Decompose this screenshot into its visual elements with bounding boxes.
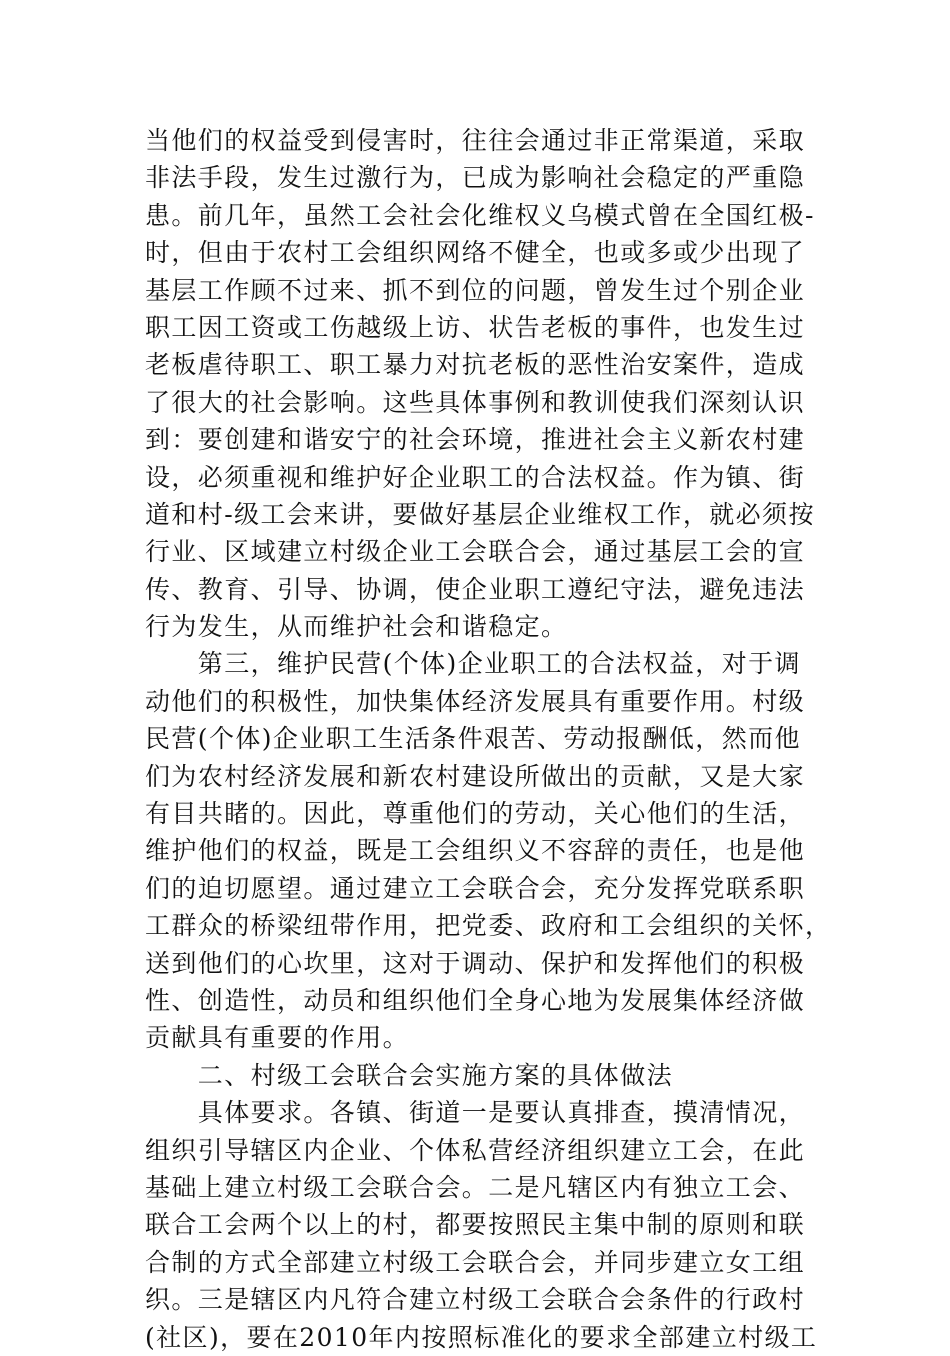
text-line: 合制的方式全部建立村级工会联合会，并同步建立女工组 bbox=[145, 1247, 806, 1277]
text-line: 贡献具有重要的作用。 bbox=[145, 1023, 410, 1053]
paragraph-start-line: 第三，维护民营(个体)企业职工的合法权益，对于调 bbox=[145, 649, 801, 679]
text-line: 职工因工资或工伤越级上访、状告老板的事件，也发生过 bbox=[145, 312, 806, 342]
text-line: 民营(个体)企业职工生活条件艰苦、劳动报酬低，然而他 bbox=[145, 724, 801, 754]
text-line: 送到他们的心坎里，这对于调动、保护和发挥他们的积极 bbox=[145, 948, 806, 978]
text-line: 患。前几年，虽然工会社会化维权义乌模式曾在全国红极- bbox=[145, 200, 815, 230]
text-line: 设，必须重视和维护好企业职工的合法权益。作为镇、街 bbox=[145, 462, 806, 492]
text-line: 联合工会两个以上的村，都要按照民主集中制的原则和联 bbox=[145, 1210, 806, 1240]
text-line: 组织引导辖区内企业、个体私营经济组织建立工会，在此 bbox=[145, 1135, 806, 1165]
text-line: 织。三是辖区内凡符合建立村级工会联合会条件的行政村 bbox=[145, 1285, 806, 1315]
text-line: 行为发生，从而维护社会和谐稳定。 bbox=[145, 612, 568, 642]
text-line: 时，但由于农村工会组织网络不健全，也或多或少出现了 bbox=[145, 238, 806, 268]
text-line: (社区)，要在2010年内按照标准化的要求全部建立村级工 bbox=[145, 1322, 818, 1352]
text-line: 到：要创建和谐安宁的社会环境，推进社会主义新农村建 bbox=[145, 425, 806, 455]
text-line: 动他们的积极性，加快集体经济发展具有重要作用。村级 bbox=[145, 686, 806, 716]
text-line: 基层工作顾不过来、抓不到位的问题，曾发生过个别企业 bbox=[145, 275, 806, 305]
text-line: 道和村-级工会来讲，要做好基层企业维权工作，就必须按 bbox=[145, 499, 815, 529]
text-line: 们的迫切愿望。通过建立工会联合会，充分发挥党联系职 bbox=[145, 873, 806, 903]
text-line: 基础上建立村级工会联合会。二是凡辖区内有独立工会、 bbox=[145, 1172, 806, 1202]
text-line: 传、教育、引导、协调，使企业职工遵纪守法，避免违法 bbox=[145, 574, 806, 604]
text-line: 非法手段，发生过激行为，已成为影响社会稳定的严重隐 bbox=[145, 163, 806, 193]
body-text bbox=[145, 122, 832, 1356]
text-line: 行业、区域建立村级企业工会联合会，通过基层工会的宣 bbox=[145, 537, 806, 567]
text-line: 老板虐待职工、职工暴力对抗老板的恶性治安案件，造成 bbox=[145, 350, 806, 380]
text-line: 维护他们的权益，既是工会组织义不容辞的责任，也是他 bbox=[145, 836, 806, 866]
text-line: 当他们的权益受到侵害时，往往会通过非正常渠道，采取 bbox=[145, 126, 806, 155]
text-line: 工群众的桥梁纽带作用，把党委、政府和工会组织的关怀， bbox=[145, 911, 832, 941]
text-line: 们为农村经济发展和新农村建设所做出的贡献，又是大家 bbox=[145, 761, 806, 791]
section-heading: 二、村级工会联合会实施方案的具体做法 bbox=[145, 1060, 674, 1090]
text-line: 性、创造性，动员和组织他们全身心地为发展集体经济做 bbox=[145, 985, 806, 1015]
text-line: 了很大的社会影响。这些具体事例和教训使我们深刻认识 bbox=[145, 387, 806, 417]
paragraph-start-line: 具体要求。各镇、街道一是要认真排查，摸清情况， bbox=[145, 1098, 806, 1128]
text-line: 有目共睹的。因此，尊重他们的劳动，关心他们的生活， bbox=[145, 799, 806, 829]
